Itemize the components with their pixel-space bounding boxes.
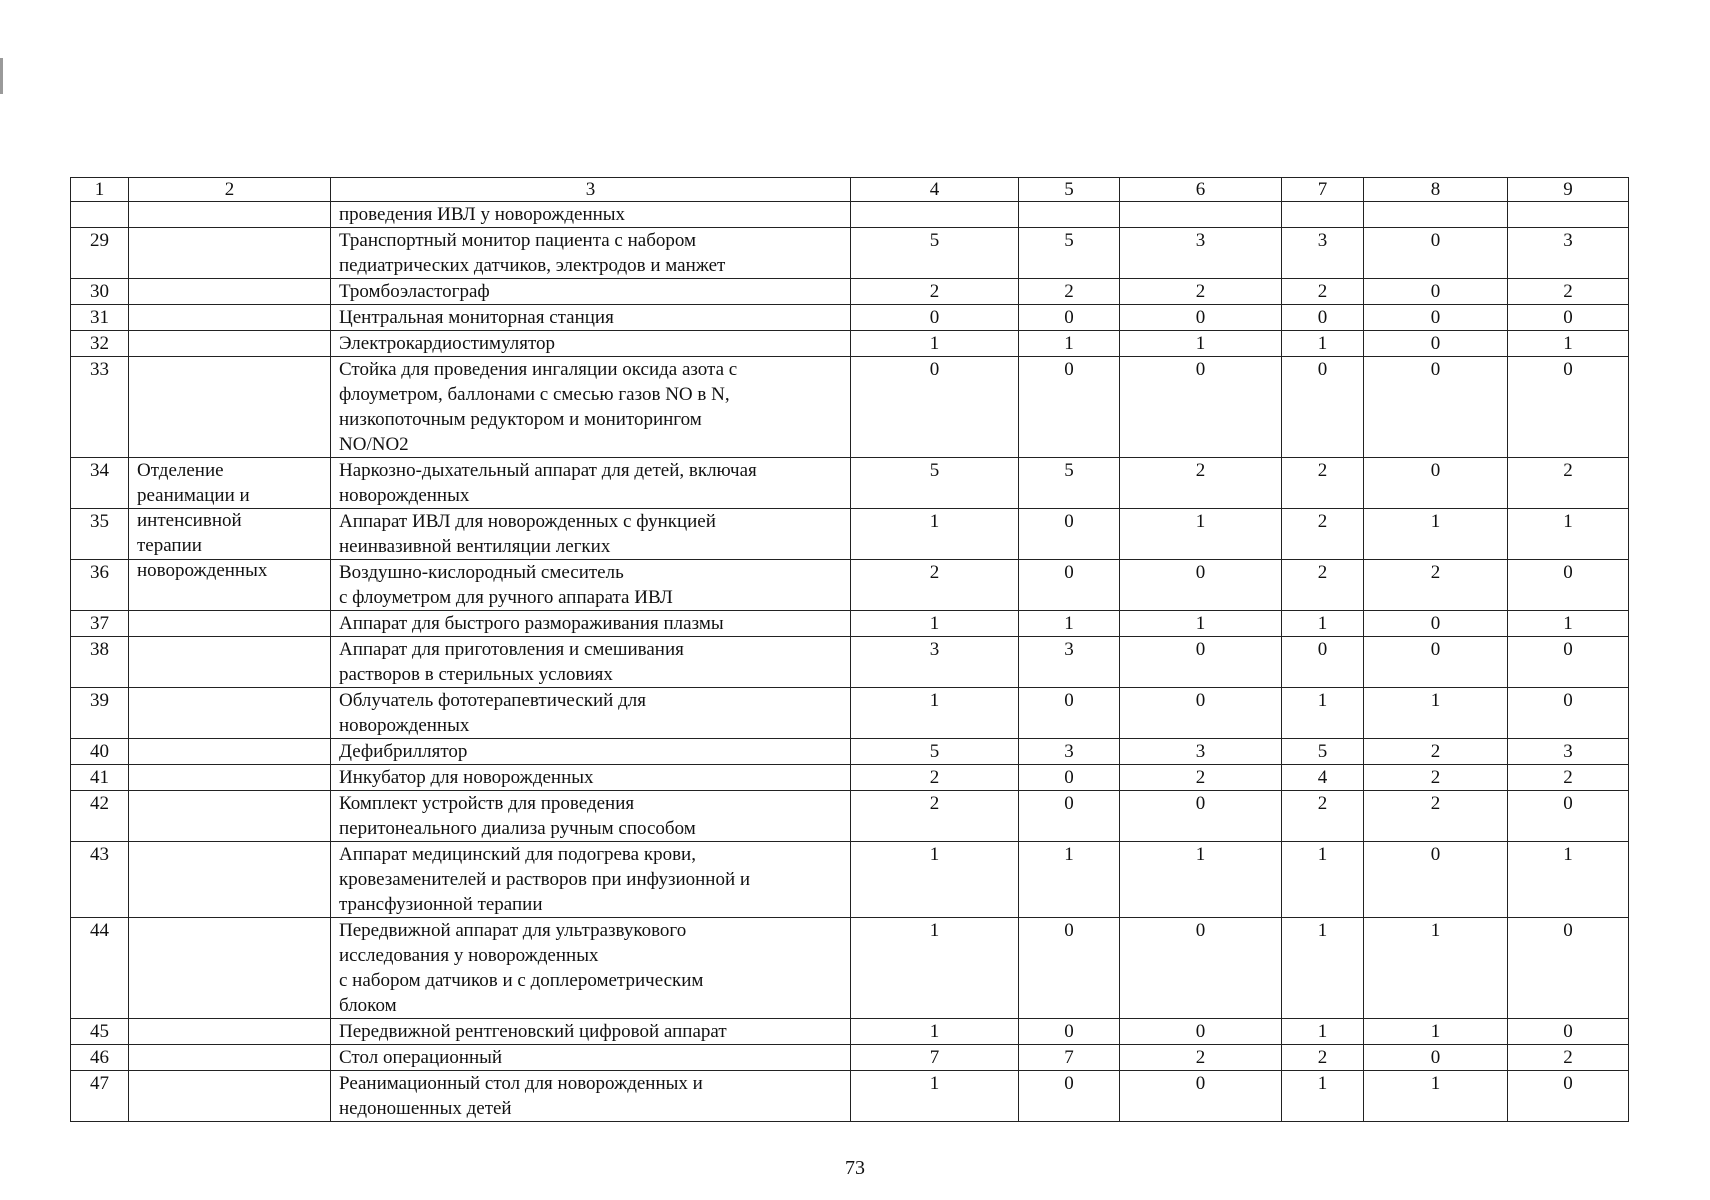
value-cell: 0 [1364, 611, 1508, 637]
value-cell: 2 [1282, 509, 1364, 560]
value-cell: 0 [851, 305, 1019, 331]
value-cell: 0 [1508, 688, 1629, 739]
table-row [71, 228, 1629, 279]
column-header: 4 [851, 178, 1019, 202]
equipment-name [331, 560, 851, 611]
equipment-name [331, 1071, 851, 1122]
value-cell: 1 [1508, 509, 1629, 560]
equipment-name-line: Инкубатор для новорожденных [339, 767, 594, 788]
value-cell: 1 [851, 611, 1019, 637]
row-number: 30 [71, 279, 129, 305]
value-cell: 0 [1120, 918, 1282, 1019]
value-cell: 0 [1364, 637, 1508, 688]
column-header: 1 [71, 178, 129, 202]
equipment-name-line: растворов в стерильных условиях [339, 664, 613, 685]
value-cell: 0 [1019, 509, 1120, 560]
value-cell: 5 [1019, 228, 1120, 279]
value-cell: 0 [1019, 1071, 1120, 1122]
value-cell: 2 [1282, 1045, 1364, 1071]
equipment-name-line: Передвижной аппарат для ультразвукового [339, 920, 687, 941]
equipment-name-line: Стойка для проведения ингаляции оксида азота с [339, 359, 738, 380]
continuation-text: проведения ИВЛ у новорожденных [331, 202, 851, 228]
value-cell: 0 [1508, 918, 1629, 1019]
value-cell: 0 [1120, 688, 1282, 739]
table-row [71, 765, 1629, 791]
value-cell: 0 [1364, 842, 1508, 918]
value-cell: 2 [851, 279, 1019, 305]
equipment-name [331, 1045, 851, 1071]
value-cell: 0 [1508, 560, 1629, 611]
table-row [71, 279, 1629, 305]
value-cell: 0 [1364, 305, 1508, 331]
equipment-name [331, 509, 851, 560]
value-cell: 1 [1019, 331, 1120, 357]
value-cell: 0 [1508, 637, 1629, 688]
equipment-name-line: Аппарат ИВЛ для новорожденных с функцией [339, 511, 716, 532]
row-number: 33 [71, 357, 129, 458]
department-cell [129, 458, 331, 581]
value-cell: 1 [1508, 611, 1629, 637]
department-cell [129, 1071, 331, 1122]
value-cell: 3 [851, 637, 1019, 688]
row-number: 38 [71, 637, 129, 688]
department-cell [129, 842, 331, 918]
value-cell: 5 [1282, 739, 1364, 765]
row-number: 29 [71, 228, 129, 279]
table-row [71, 305, 1629, 331]
value-cell: 0 [1364, 1045, 1508, 1071]
department-name-line: интенсивной [137, 510, 242, 531]
value-cell: 3 [1120, 739, 1282, 765]
value-cell: 2 [1282, 560, 1364, 611]
value-cell: 5 [851, 228, 1019, 279]
value-cell: 1 [1364, 1071, 1508, 1122]
table-row [71, 918, 1629, 1019]
department-cell [129, 279, 331, 305]
value-cell: 0 [1364, 357, 1508, 458]
value-cell: 0 [1282, 637, 1364, 688]
equipment-name-line: новорожденных [339, 485, 470, 506]
table-row [71, 842, 1629, 918]
equipment-name-line: Аппарат для приготовления и смешивания [339, 639, 684, 660]
equipment-name [331, 1019, 851, 1045]
equipment-name [331, 458, 851, 509]
value-cell: 1 [1120, 842, 1282, 918]
value-cell: 0 [1364, 279, 1508, 305]
department-cell [129, 305, 331, 331]
department-cell [129, 637, 331, 688]
value-cell: 1 [1364, 509, 1508, 560]
value-cell: 2 [1120, 279, 1282, 305]
equipment-name-line: Передвижной рентгеновский цифровой аппарат [339, 1021, 727, 1042]
value-cell: 1 [1120, 611, 1282, 637]
row-number: 31 [71, 305, 129, 331]
equipment-name-line: Транспортный монитор пациента с набором [339, 230, 697, 251]
value-cell: 0 [1120, 305, 1282, 331]
value-cell: 0 [1120, 1071, 1282, 1122]
row-number: 42 [71, 791, 129, 842]
equipment-name-line: низкопоточным редуктором и мониторингом [339, 409, 702, 430]
equipment-name [331, 357, 851, 458]
equipment-name [331, 688, 851, 739]
value-cell: 2 [1508, 765, 1629, 791]
value-cell: 1 [1282, 1019, 1364, 1045]
department-cell [129, 918, 331, 1019]
department-cell [129, 688, 331, 739]
equipment-name-line: Электрокардиостимулятор [339, 333, 556, 354]
value-cell: 1 [1282, 918, 1364, 1019]
value-cell: 2 [1282, 791, 1364, 842]
scan-edge-mark [0, 58, 3, 94]
value-cell: 0 [1282, 357, 1364, 458]
equipment-name-line: NO/NO2 [339, 434, 409, 455]
column-header: 9 [1508, 178, 1629, 202]
value-cell: 0 [851, 357, 1019, 458]
equipment-name-line: с флоуметром для ручного аппарата ИВЛ [339, 587, 673, 608]
value-cell: 1 [1120, 331, 1282, 357]
row-number: 41 [71, 765, 129, 791]
equipment-name [331, 918, 851, 1019]
value-cell [1019, 202, 1120, 228]
value-cell: 0 [1019, 918, 1120, 1019]
value-cell: 1 [1364, 688, 1508, 739]
equipment-name-line: блоком [339, 995, 397, 1016]
row-number: 36 [71, 560, 129, 611]
equipment-name-line: исследования у новорожденных [339, 945, 599, 966]
page-number: 73 [845, 1157, 865, 1179]
equipment-name [331, 305, 851, 331]
department-cell [129, 357, 331, 458]
department-cell [129, 331, 331, 357]
value-cell: 2 [1120, 458, 1282, 509]
department-cell [129, 1019, 331, 1045]
table-row [71, 458, 1629, 509]
equipment-name-line: Облучатель фототерапевтический для [339, 690, 646, 711]
value-cell: 1 [1364, 918, 1508, 1019]
row-number: 37 [71, 611, 129, 637]
column-header: 6 [1120, 178, 1282, 202]
equipment-table-body [71, 178, 1629, 1122]
equipment-name-line: новорожденных [339, 715, 470, 736]
department-name-line: терапии [137, 535, 202, 556]
value-cell: 5 [1019, 458, 1120, 509]
row-number: 34 [71, 458, 129, 509]
equipment-name-line: педиатрических датчиков, электродов и манжет [339, 255, 726, 276]
equipment-name-line: Воздушно-кислородный смеситель [339, 562, 624, 583]
value-cell [1120, 202, 1282, 228]
value-cell: 1 [1508, 842, 1629, 918]
value-cell: 1 [851, 331, 1019, 357]
continuation-row [71, 202, 1629, 228]
department-cell [129, 739, 331, 765]
department-cell [129, 611, 331, 637]
table-row [71, 560, 1629, 611]
value-cell: 1 [851, 688, 1019, 739]
equipment-name-line: Центральная мониторная станция [339, 307, 614, 328]
row-number: 40 [71, 739, 129, 765]
table-row [71, 509, 1629, 560]
value-cell [1282, 202, 1364, 228]
value-cell: 5 [851, 739, 1019, 765]
row-number: 32 [71, 331, 129, 357]
department-name-line: новорожденных [137, 560, 268, 581]
value-cell: 0 [1120, 357, 1282, 458]
value-cell: 0 [1364, 331, 1508, 357]
column-header: 8 [1364, 178, 1508, 202]
value-cell: 1 [851, 918, 1019, 1019]
value-cell: 0 [1019, 765, 1120, 791]
value-cell: 0 [1019, 357, 1120, 458]
table-row [71, 611, 1629, 637]
equipment-name [331, 279, 851, 305]
department-cell [129, 202, 331, 228]
value-cell: 2 [1364, 560, 1508, 611]
equipment-name-line: Аппарат для быстрого размораживания плазмы [339, 613, 724, 634]
department-cell [129, 228, 331, 279]
value-cell: 0 [1019, 305, 1120, 331]
value-cell: 2 [1120, 765, 1282, 791]
equipment-table [70, 177, 1629, 1122]
value-cell: 3 [1019, 739, 1120, 765]
equipment-name-line: Аппарат медицинский для подогрева крови, [339, 844, 696, 865]
row-number-cell [71, 202, 129, 228]
value-cell: 1 [1282, 842, 1364, 918]
value-cell: 4 [1282, 765, 1364, 791]
value-cell: 2 [1364, 739, 1508, 765]
value-cell: 1 [851, 509, 1019, 560]
table-row [71, 1045, 1629, 1071]
value-cell: 2 [1508, 1045, 1629, 1071]
value-cell: 7 [1019, 1045, 1120, 1071]
equipment-name [331, 739, 851, 765]
value-cell: 0 [1508, 1071, 1629, 1122]
equipment-name [331, 228, 851, 279]
row-number: 47 [71, 1071, 129, 1122]
value-cell: 1 [851, 1071, 1019, 1122]
value-cell: 1 [1282, 688, 1364, 739]
equipment-name-line: Комплект устройств для проведения [339, 793, 635, 814]
table-row [71, 791, 1629, 842]
value-cell: 3 [1120, 228, 1282, 279]
value-cell: 0 [1508, 305, 1629, 331]
value-cell: 2 [1508, 458, 1629, 509]
value-cell: 0 [1508, 357, 1629, 458]
department-cell [129, 765, 331, 791]
row-number: 43 [71, 842, 129, 918]
value-cell: 2 [1019, 279, 1120, 305]
value-cell [1508, 202, 1629, 228]
value-cell: 3 [1508, 228, 1629, 279]
value-cell: 3 [1282, 228, 1364, 279]
value-cell: 1 [1282, 1071, 1364, 1122]
column-header: 2 [129, 178, 331, 202]
header-row [71, 178, 1629, 202]
equipment-name-line: неинвазивной вентиляции легких [339, 536, 611, 557]
equipment-name-line: Реанимационный стол для новорожденных и [339, 1073, 703, 1094]
table-row [71, 739, 1629, 765]
value-cell: 3 [1508, 739, 1629, 765]
equipment-name [331, 331, 851, 357]
department-name-line: реанимации и [137, 485, 250, 506]
value-cell: 0 [1364, 228, 1508, 279]
value-cell: 0 [1019, 560, 1120, 611]
table-row [71, 1019, 1629, 1045]
value-cell: 0 [1508, 791, 1629, 842]
value-cell: 2 [851, 560, 1019, 611]
value-cell: 0 [1019, 1019, 1120, 1045]
value-cell: 0 [1508, 1019, 1629, 1045]
value-cell: 1 [1282, 611, 1364, 637]
department-cell [129, 1045, 331, 1071]
value-cell: 5 [851, 458, 1019, 509]
value-cell: 1 [1019, 842, 1120, 918]
row-number: 46 [71, 1045, 129, 1071]
equipment-name-line: трансфузионной терапии [339, 894, 543, 915]
equipment-name-line: Тромбоэластограф [339, 281, 490, 302]
value-cell: 1 [851, 1019, 1019, 1045]
value-cell: 0 [1120, 637, 1282, 688]
value-cell: 0 [1019, 688, 1120, 739]
value-cell: 3 [1019, 637, 1120, 688]
value-cell: 2 [1508, 279, 1629, 305]
equipment-name [331, 637, 851, 688]
value-cell: 1 [851, 842, 1019, 918]
column-header: 7 [1282, 178, 1364, 202]
value-cell: 2 [1120, 1045, 1282, 1071]
equipment-name-line: Дефибриллятор [339, 741, 468, 762]
value-cell: 2 [1364, 765, 1508, 791]
equipment-name-line: недоношенных детей [339, 1098, 512, 1119]
value-cell: 0 [1120, 1019, 1282, 1045]
value-cell: 2 [1282, 458, 1364, 509]
value-cell: 2 [1364, 791, 1508, 842]
value-cell [851, 202, 1019, 228]
department-cell [129, 560, 331, 611]
value-cell: 7 [851, 1045, 1019, 1071]
value-cell: 1 [1120, 509, 1282, 560]
value-cell: 1 [1508, 331, 1629, 357]
row-number: 45 [71, 1019, 129, 1045]
value-cell: 1 [1019, 611, 1120, 637]
equipment-name-line: Наркозно-дыхательный аппарат для детей, включая [339, 460, 757, 481]
equipment-name-line: кровезаменителей и растворов при инфузионной и [339, 869, 751, 890]
equipment-name-line: перитонеального диализа ручным способом [339, 818, 696, 839]
value-cell: 0 [1364, 458, 1508, 509]
department-cell [129, 509, 331, 560]
table-row [71, 331, 1629, 357]
value-cell: 1 [1282, 331, 1364, 357]
value-cell: 2 [851, 791, 1019, 842]
row-number: 39 [71, 688, 129, 739]
value-cell: 1 [1364, 1019, 1508, 1045]
value-cell: 2 [1282, 279, 1364, 305]
equipment-name [331, 611, 851, 637]
value-cell: 0 [1120, 791, 1282, 842]
table-row [71, 1071, 1629, 1122]
department-name-line: Отделение [137, 460, 224, 481]
value-cell: 0 [1019, 791, 1120, 842]
column-header: 5 [1019, 178, 1120, 202]
equipment-name-line: Стол операционный [339, 1047, 503, 1068]
equipment-name-line: флоуметром, баллонами с смесью газов NO в N, [339, 384, 730, 405]
equipment-name [331, 791, 851, 842]
value-cell: 0 [1120, 560, 1282, 611]
value-cell [1364, 202, 1508, 228]
row-number: 35 [71, 509, 129, 560]
table-row [71, 637, 1629, 688]
column-header: 3 [331, 178, 851, 202]
equipment-name-line: с набором датчиков и с доплерометрическим [339, 970, 704, 991]
value-cell: 0 [1282, 305, 1364, 331]
equipment-name [331, 765, 851, 791]
value-cell: 2 [851, 765, 1019, 791]
row-number: 44 [71, 918, 129, 1019]
table-row [71, 357, 1629, 458]
equipment-name [331, 842, 851, 918]
table-row [71, 688, 1629, 739]
department-cell [129, 791, 331, 842]
